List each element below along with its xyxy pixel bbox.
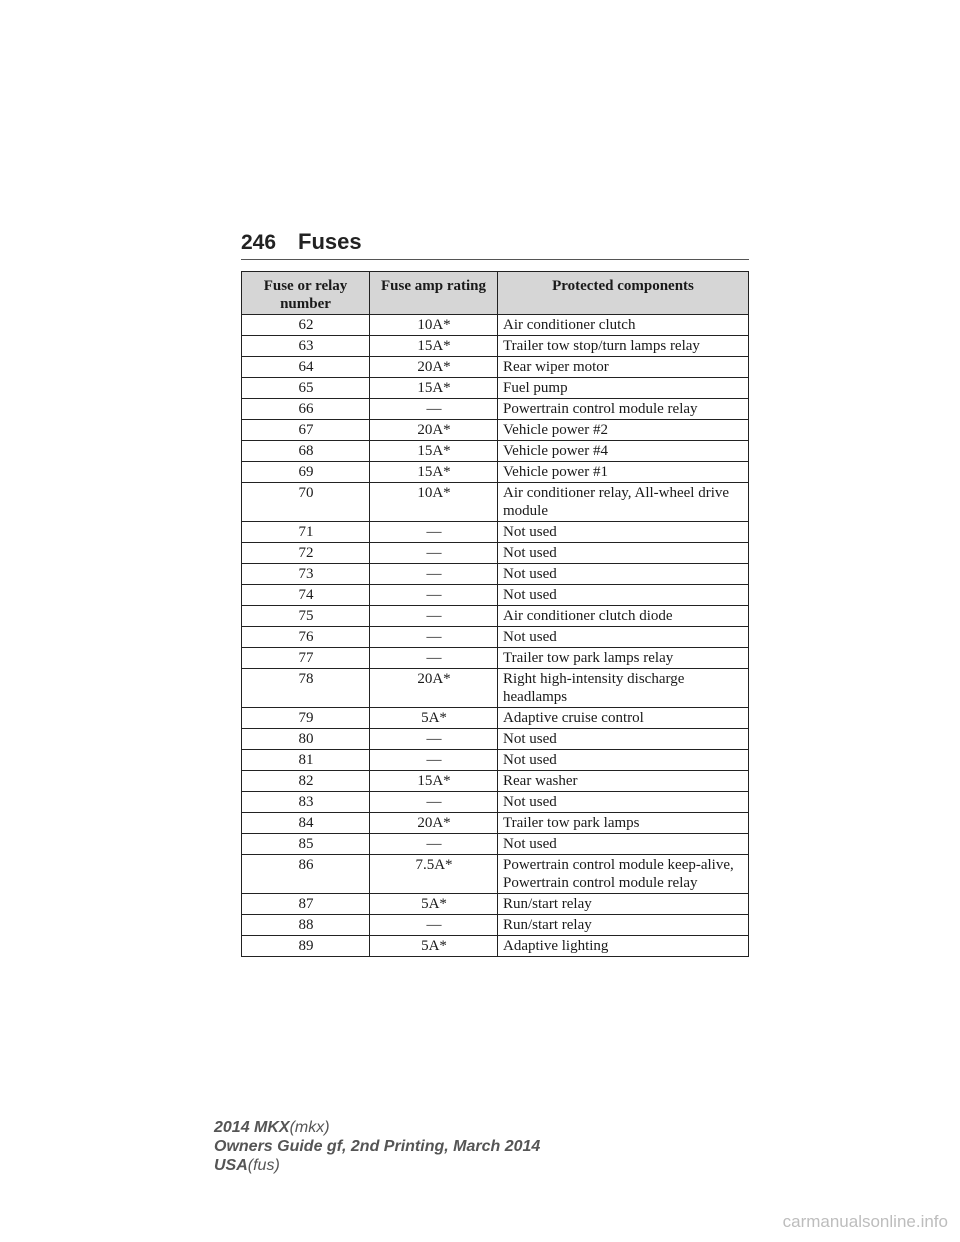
protected-components-cell: Trailer tow stop/turn lamps relay	[498, 336, 749, 357]
fuse-number-cell: 77	[242, 648, 370, 669]
fuse-number-cell: 64	[242, 357, 370, 378]
fuse-number-cell: 80	[242, 729, 370, 750]
protected-components-cell: Air conditioner clutch diode	[498, 606, 749, 627]
table-row	[242, 543, 749, 564]
protected-components-cell: Not used	[498, 585, 749, 606]
protected-components-cell: Powertrain control module relay	[498, 399, 749, 420]
amp-rating-cell: —	[370, 792, 498, 813]
amp-rating-cell: —	[370, 915, 498, 936]
amp-rating-cell: 5A*	[370, 708, 498, 729]
footer-region: USA	[214, 1157, 248, 1174]
amp-rating-cell: 20A*	[370, 357, 498, 378]
table-row	[242, 708, 749, 729]
fuse-number-cell: 74	[242, 585, 370, 606]
fuse-number-cell: 63	[242, 336, 370, 357]
table-row	[242, 606, 749, 627]
table-row	[242, 750, 749, 771]
amp-rating-cell: 5A*	[370, 894, 498, 915]
footer-line-model	[214, 1118, 540, 1137]
protected-components-cell: Right high-intensity discharge headlamps	[498, 669, 749, 708]
protected-components-cell: Fuel pump	[498, 378, 749, 399]
footer-line-guide: Owners Guide gf, 2nd Printing, March 2014	[214, 1138, 541, 1155]
protected-components-cell: Air conditioner clutch	[498, 315, 749, 336]
protected-components-cell: Trailer tow park lamps relay	[498, 648, 749, 669]
amp-rating-cell: 15A*	[370, 378, 498, 399]
amp-rating-cell: —	[370, 750, 498, 771]
table-row	[242, 669, 749, 708]
fuse-number-cell: 65	[242, 378, 370, 399]
fuse-number-cell: 84	[242, 813, 370, 834]
amp-rating-cell: 15A*	[370, 771, 498, 792]
protected-components-cell: Trailer tow park lamps	[498, 813, 749, 834]
fuse-number-cell: 88	[242, 915, 370, 936]
amp-rating-cell: 10A*	[370, 483, 498, 522]
fuse-number-cell: 79	[242, 708, 370, 729]
amp-rating-cell: 15A*	[370, 441, 498, 462]
fuse-number-cell: 76	[242, 627, 370, 648]
amp-rating-cell: 15A*	[370, 336, 498, 357]
protected-components-cell: Not used	[498, 729, 749, 750]
amp-rating-cell: 15A*	[370, 462, 498, 483]
table-row	[242, 813, 749, 834]
fuse-number-cell: 87	[242, 894, 370, 915]
footer-model: 2014 MKX	[214, 1119, 290, 1136]
table-row	[242, 834, 749, 855]
fuse-number-cell: 69	[242, 462, 370, 483]
document-footer	[214, 1118, 540, 1175]
fuse-number-cell: 67	[242, 420, 370, 441]
column-header-protected-components: Protected components	[498, 272, 749, 315]
table-row	[242, 729, 749, 750]
fuse-number-cell: 78	[242, 669, 370, 708]
table-row	[242, 915, 749, 936]
fuse-number-cell: 66	[242, 399, 370, 420]
amp-rating-cell: —	[370, 834, 498, 855]
table-row	[242, 564, 749, 585]
column-header-fuse-number: Fuse or relay number	[242, 272, 370, 315]
amp-rating-cell: 20A*	[370, 420, 498, 441]
table-row	[242, 792, 749, 813]
protected-components-cell: Rear washer	[498, 771, 749, 792]
footer-region-code: (fus)	[247, 1157, 280, 1174]
fuse-number-cell: 68	[242, 441, 370, 462]
protected-components-cell: Not used	[498, 750, 749, 771]
fuse-number-cell: 75	[242, 606, 370, 627]
table-row	[242, 894, 749, 915]
amp-rating-cell: —	[370, 564, 498, 585]
fuse-number-cell: 83	[242, 792, 370, 813]
protected-components-cell: Run/start relay	[498, 894, 749, 915]
table-body	[242, 315, 749, 957]
amp-rating-cell: 5A*	[370, 936, 498, 957]
table-row	[242, 522, 749, 543]
protected-components-cell: Powertrain control module keep-alive, Powertrain control module relay	[498, 855, 749, 894]
protected-components-cell: Not used	[498, 522, 749, 543]
header-divider	[241, 259, 749, 260]
fuse-number-cell: 81	[242, 750, 370, 771]
table-row	[242, 399, 749, 420]
section-title: Fuses	[298, 229, 362, 254]
amp-rating-cell: —	[370, 543, 498, 564]
table-row	[242, 648, 749, 669]
protected-components-cell: Not used	[498, 627, 749, 648]
protected-components-cell: Not used	[498, 834, 749, 855]
page-number: 246	[241, 231, 277, 254]
fuse-number-cell: 85	[242, 834, 370, 855]
footer-line-region	[214, 1156, 540, 1175]
amp-rating-cell: —	[370, 606, 498, 627]
protected-components-cell: Vehicle power #2	[498, 420, 749, 441]
table-row	[242, 585, 749, 606]
fuse-table	[241, 271, 749, 957]
table-row	[242, 420, 749, 441]
protected-components-cell: Not used	[498, 792, 749, 813]
fuse-number-cell: 72	[242, 543, 370, 564]
fuse-number-cell: 70	[242, 483, 370, 522]
fuse-number-cell: 86	[242, 855, 370, 894]
protected-components-cell: Vehicle power #4	[498, 441, 749, 462]
table-header-row	[242, 272, 749, 315]
table-row	[242, 336, 749, 357]
table-row	[242, 855, 749, 894]
table-row	[242, 936, 749, 957]
table-row	[242, 441, 749, 462]
table-row	[242, 357, 749, 378]
fuse-number-cell: 73	[242, 564, 370, 585]
amp-rating-cell: 20A*	[370, 813, 498, 834]
amp-rating-cell: 20A*	[370, 669, 498, 708]
protected-components-cell: Not used	[498, 543, 749, 564]
amp-rating-cell: 10A*	[370, 315, 498, 336]
amp-rating-cell: 7.5A*	[370, 855, 498, 894]
amp-rating-cell: —	[370, 522, 498, 543]
amp-rating-cell: —	[370, 399, 498, 420]
footer-model-code: (mkx)	[289, 1119, 330, 1136]
protected-components-cell: Adaptive cruise control	[498, 708, 749, 729]
page-header	[241, 229, 749, 259]
amp-rating-cell: —	[370, 627, 498, 648]
table-row	[242, 315, 749, 336]
table-row	[242, 462, 749, 483]
amp-rating-cell: —	[370, 729, 498, 750]
amp-rating-cell: —	[370, 585, 498, 606]
protected-components-cell: Rear wiper motor	[498, 357, 749, 378]
protected-components-cell: Vehicle power #1	[498, 462, 749, 483]
protected-components-cell: Adaptive lighting	[498, 936, 749, 957]
watermark: carmanualsonline.info	[782, 1212, 948, 1231]
protected-components-cell: Air conditioner relay, All-wheel drive module	[498, 483, 749, 522]
fuse-number-cell: 71	[242, 522, 370, 543]
fuse-number-cell: 82	[242, 771, 370, 792]
table-row	[242, 771, 749, 792]
table-row	[242, 627, 749, 648]
table-row	[242, 378, 749, 399]
protected-components-cell: Not used	[498, 564, 749, 585]
fuse-number-cell: 89	[242, 936, 370, 957]
column-header-amp-rating: Fuse amp rating	[370, 272, 498, 315]
fuse-number-cell: 62	[242, 315, 370, 336]
table-row	[242, 483, 749, 522]
amp-rating-cell: —	[370, 648, 498, 669]
protected-components-cell: Run/start relay	[498, 915, 749, 936]
